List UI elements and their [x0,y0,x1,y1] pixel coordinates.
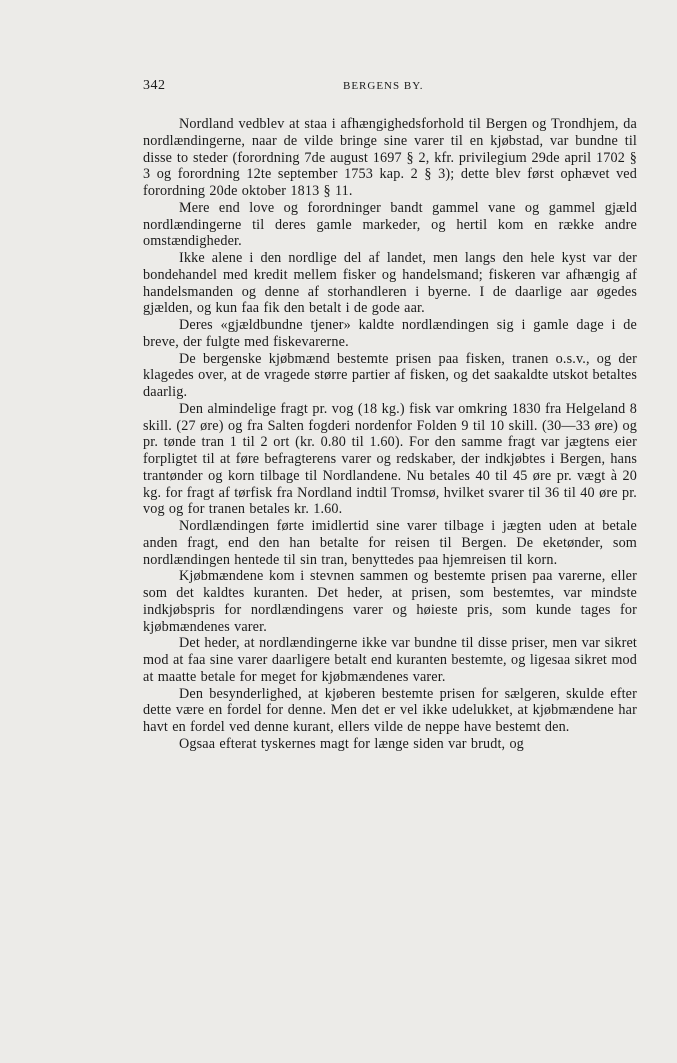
paragraph-7: Nordlændingen førte imidlertid sine varer tilbage i jægten uden at betale anden fragt, end den han betalte for reisen til Bergen. De eketønder, som nordlændingen hentede til sin tran, benyttedes paa hjemreisen til korn. [143,518,637,568]
paragraph-6: Den almindelige fragt pr. vog (18 kg.) fisk var omkring 1830 fra Helgeland 8 skill. (27 øre) og fra Salten fogderi nordenfor Folden 9 til 10 skill. (30—33 øre) og pr. tønde tran 1 til 2 ort (kr. 0.80 til 1.60). For den samme fragt var jægtens eier forpligtet til at føre befragterens varer og redskaber, der indkjøbtes i Bergen, hans trantønder og korn tilbage til Nordlandene. Nu betales 40 til 45 øre pr. vægt à 20 kg. for fragt af tørfisk fra Nordland indtil Tromsø, hvilket svarer til 36 til 40 øre pr. vog og for tranen betales kr. 1.60. [143,400,637,518]
paragraph-10: Den besynderlighed, at kjøberen bestemte prisen for sælgeren, skulde efter dette være en fordel for denne. Men det er vel ikke udelukket, at kjøbmændene har havt en fordel ved denne kurant, ellers vilde de neppe have bestemt den. [143,685,637,735]
paragraph-2: Mere end love og forordninger bandt gammel vane og gammel gjæld nordlændingerne til deres gamle markeder, og hertil kom en række andre omstændigheder. [143,199,637,250]
body-text [143,116,637,753]
paragraph-11: Ogsaa efterat tyskernes magt for længe siden var brudt, og [179,735,524,752]
paragraph-9: Det heder, at nordlændingerne ikke var bundne til disse priser, men var sikret mod at faa sine varer daarligere betalt end kuranten bestemte, og ligesaa sikret mod at maatte betale for meget for kjøbmændenes varer. [143,635,637,685]
paragraph-5: De bergenske kjøbmænd bestemte prisen paa fisken, tranen o.s.v., og der klagedes over, at de vragede større partier af fisken, og det saakaldte utskot betaltes daarlig. [143,350,637,400]
paragraph-4: Deres «gjældbundne tjener» kaldte nordlændingen sig i gamle dage i de breve, der fulgte med fiskevarerne. [143,317,637,350]
paragraph-3: Ikke alene i den nordlige del af landet, men langs den hele kyst var der bondehandel med kredit mellem fisker og handelsmand; fiskeren var afhængig af handelsmanden og denne af storhandleren i byerne. I de daarlige aar øgedes gjælden, og kun faa fik den betalt i de gode aar. [143,250,637,317]
running-title: BERGENS BY. [343,80,424,92]
page-number: 342 [143,78,166,93]
paragraph-1: Nordland vedblev at staa i afhængighedsforhold til Bergen og Trondhjem, da nordlændingerne, naar de vilde bringe sine varer til en kjøbstad, var bundne til disse to steder (forordning 7de august 1697 § 2, kfr. privilegium 29de april 1702 § 3 og forordning 12te september 1753 kap. 2 § 3); dette blev først ophævet ved forordning 20de oktober 1813 § 11. [143,116,637,199]
page-header [143,78,635,98]
paragraph-8: Kjøbmændene kom i stevnen sammen og bestemte prisen paa varerne, eller som det kaldtes kuranten. Det heder, at prisen, som bestemtes, var mindste indkjøbspris for nordlændingens varer og høieste pris, som kunde tages for kjøbmændenes varer. [143,568,637,635]
